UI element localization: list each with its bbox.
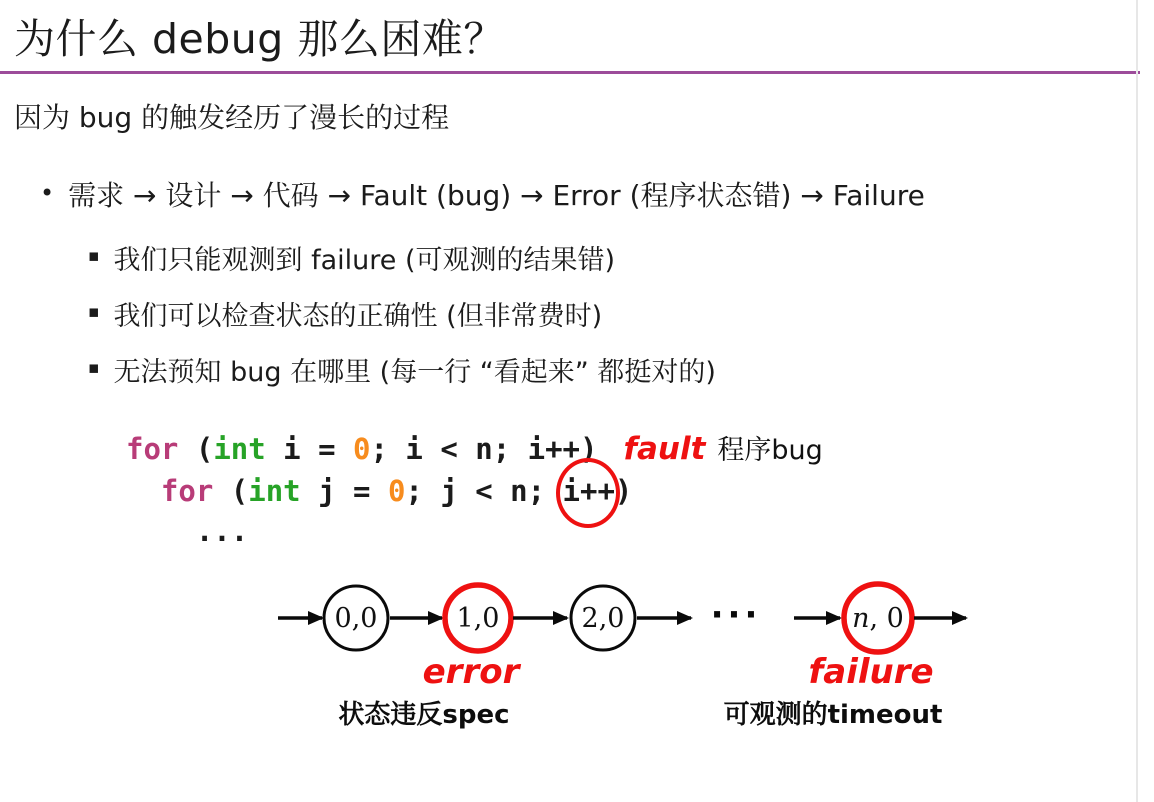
sub-bullet-text: 我们可以检查状态的正确性 (但非常费时) [113,301,603,332]
code-text: ... [126,514,249,548]
state-node-label: 2,0 [581,603,625,634]
code-text: ; j < n; i++) [405,474,633,508]
code-number: 0 [353,432,371,466]
sub-bullet-check-state [88,294,602,333]
ellipsis-dots: ··· [710,595,762,635]
code-line-2 [126,471,823,511]
bug-circle-highlight [556,458,620,528]
error-label: error [422,652,520,692]
code-block [126,429,823,551]
sub-bullet-text: 无法预知 bug 在哪里 (每一行 “看起来” 都挺对的) [113,357,716,388]
process-bullet [40,174,925,214]
code-keyword: for [160,474,214,508]
sub-bullet-observe-failure [88,238,615,277]
code-line-1 [126,429,823,471]
state-node-label: 0,0 [334,603,378,634]
square-bullet-icon: ▪ [88,358,100,378]
page-title: 为什么 debug 那么困难？ [14,15,505,63]
bullet-dot-icon: • [40,179,55,207]
code-number: 0 [387,474,406,508]
code-text [126,474,161,508]
title-divider [0,71,1140,74]
state-node-label: 1,0 [456,603,500,634]
code-text: ( [213,474,249,508]
failure-caption: 可观测的timeout [723,700,943,730]
process-bullet-text: 需求 → 设计 → 代码 → Fault (bug) → Error (程序状态错) → Failure [68,179,925,212]
sub-bullet-unknown-location [88,350,716,389]
code-line-3 [126,511,823,551]
code-type: int [248,474,301,508]
code-keyword: for [126,432,179,466]
code-text: j = [300,474,388,508]
fault-note: 程序bug [717,435,823,466]
square-bullet-icon: ▪ [88,246,100,266]
fault-label: fault [623,431,706,467]
state-node-label: n, 0 [852,603,904,634]
page-right-border [1136,0,1138,802]
square-bullet-icon: ▪ [88,302,100,322]
code-text: i = [265,432,354,466]
error-caption: 状态违反spec [338,700,510,730]
code-text: ; i < n; i++) [370,432,598,466]
sub-bullet-text: 我们只能观测到 failure (可观测的结果错) [113,245,616,276]
intro-text: 因为 bug 的触发经历了漫长的过程 [14,101,450,134]
failure-label: failure [808,652,934,692]
code-type: int [213,432,266,466]
code-text: ( [178,432,214,466]
